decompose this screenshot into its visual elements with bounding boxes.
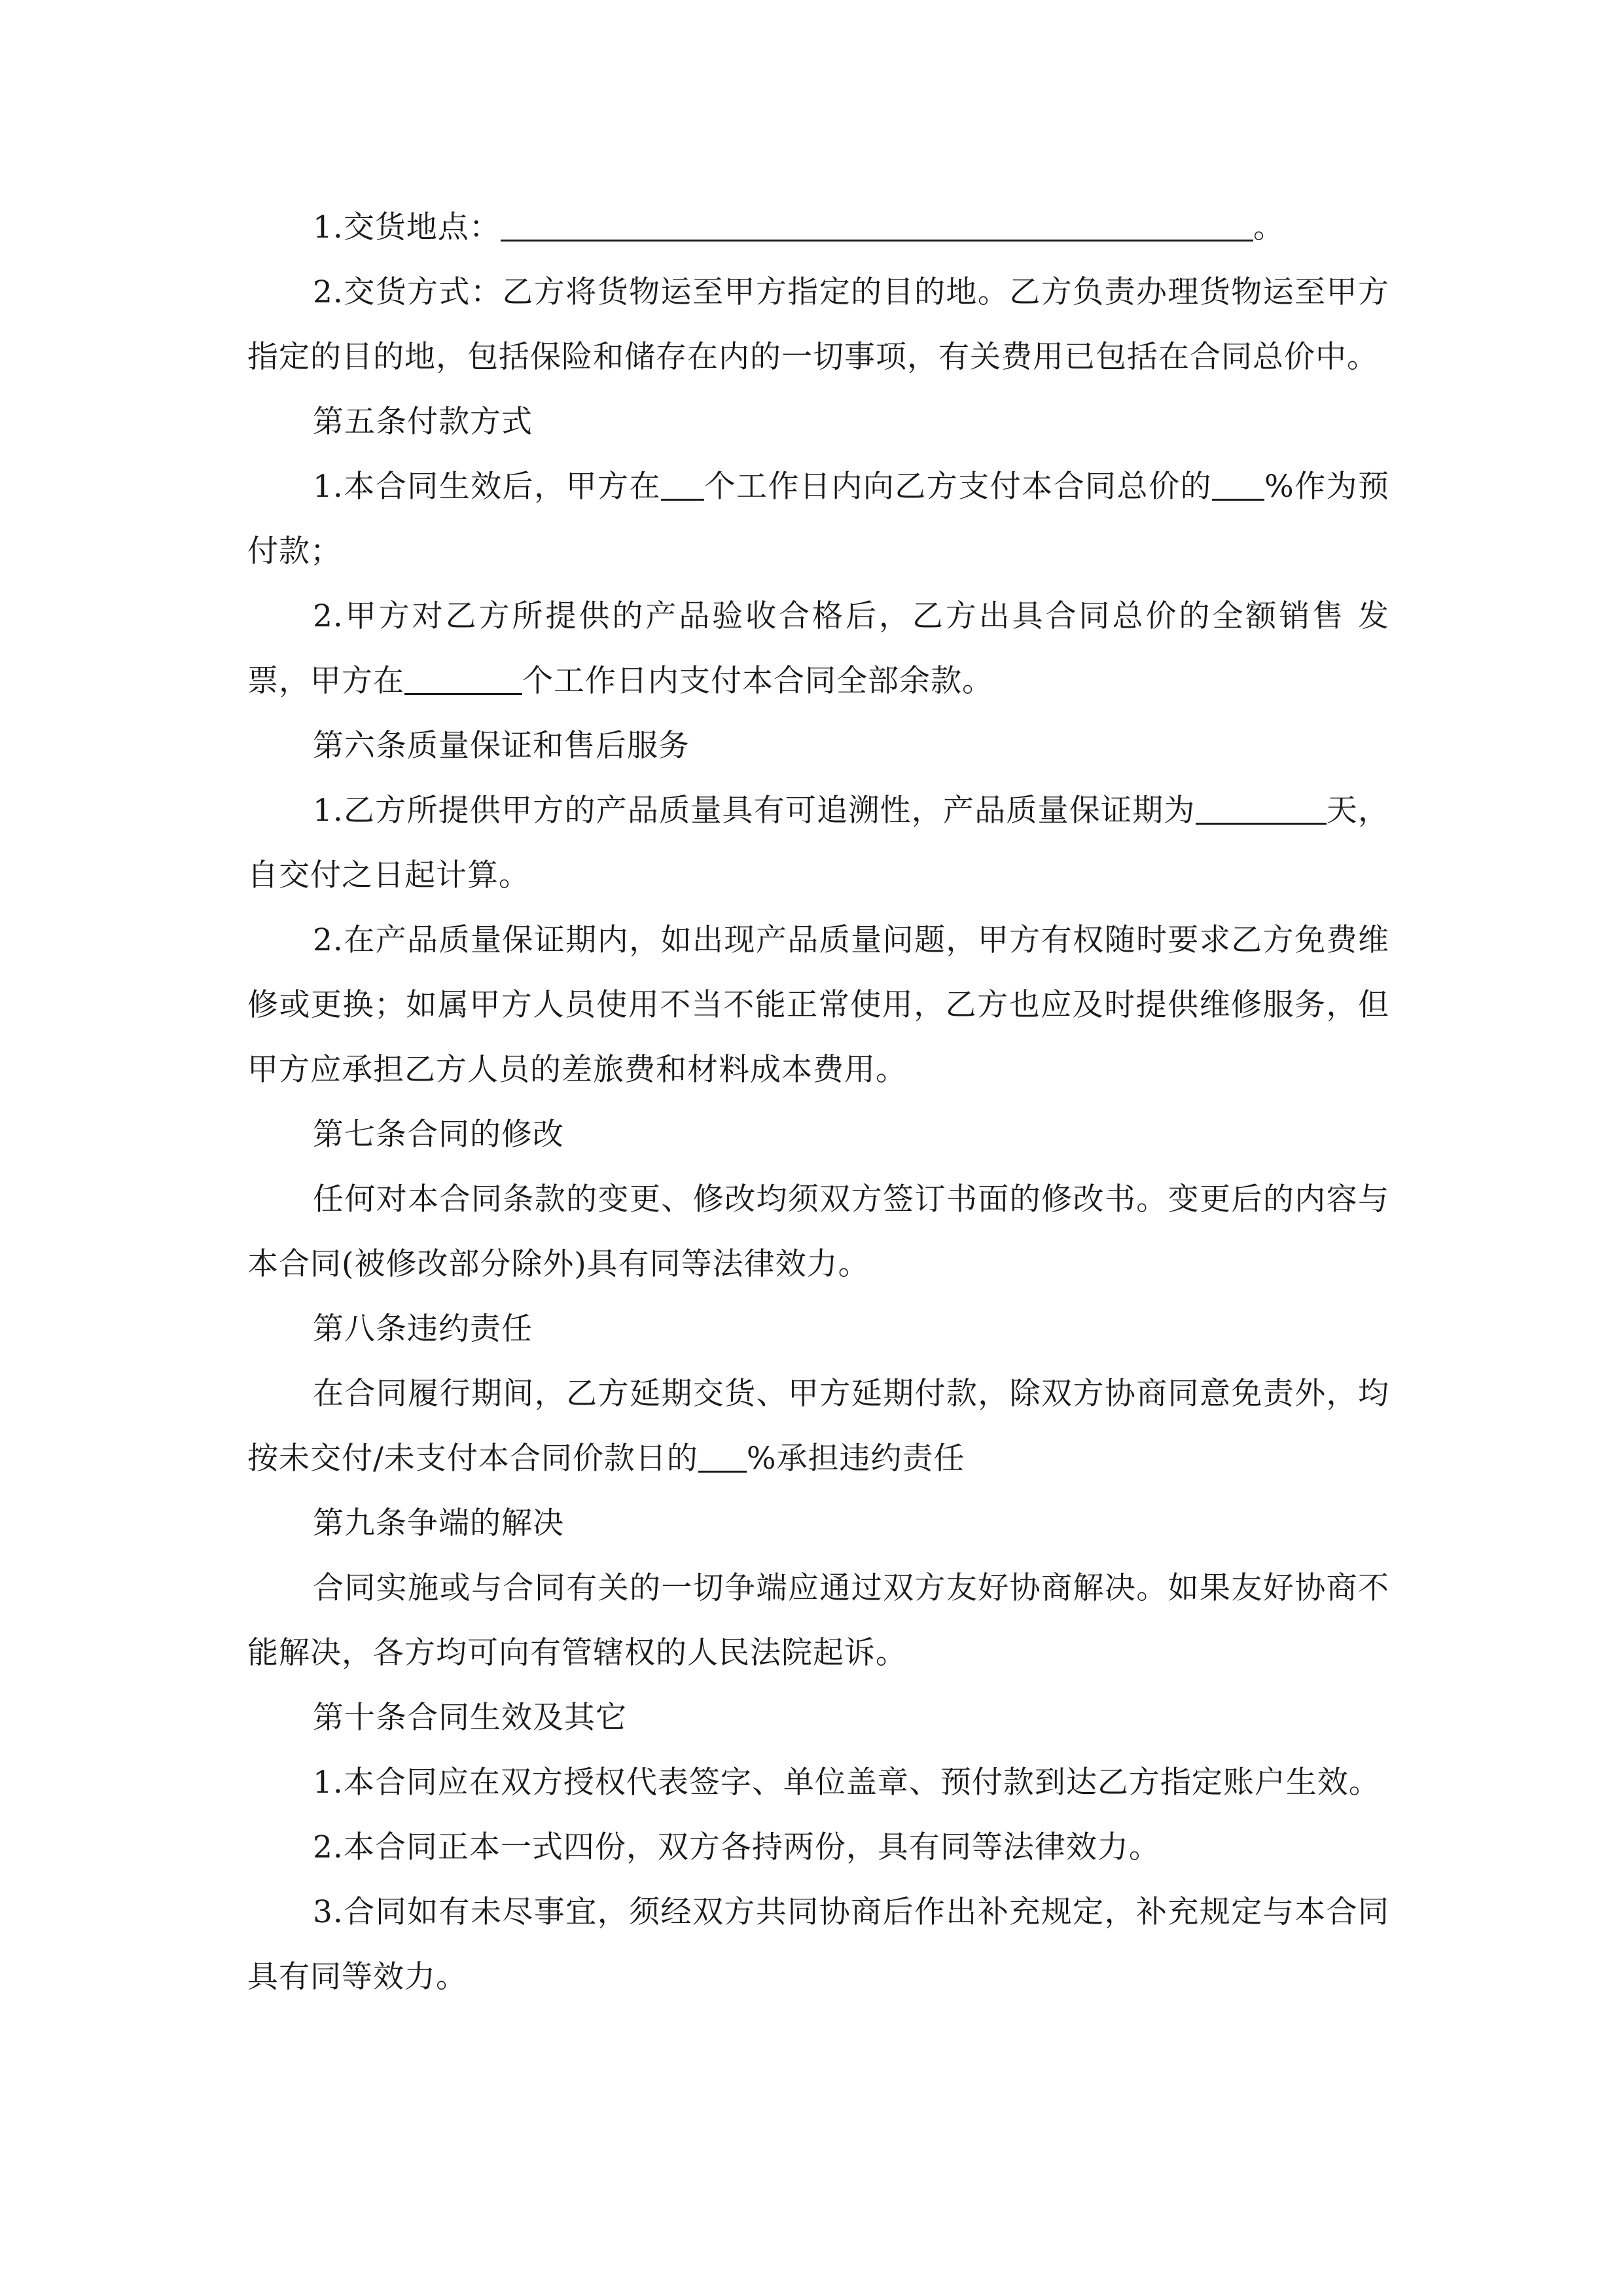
prepayment-percent-blank	[1212, 467, 1264, 501]
workdays-blank	[661, 467, 704, 501]
article-5-title: 第五条付款方式	[313, 404, 533, 440]
warranty-days-blank	[1196, 791, 1327, 825]
delivery-method-paragraph: 2.交货方式：乙方将货物运至甲方指定的目的地。乙方负责办理货物运至甲方指定的目的地，包括保险和储存在内的一切事项，有关费用已包括在合同总价中。	[247, 274, 1389, 375]
article-6-item-2: 2.在产品质量保证期内，如出现产品质量问题，甲方有权随时要求乙方免费维修或更换；如属甲方人员使用不当不能正常使用，乙方也应及时提供维修服务，但甲方应承担乙方人员的差旅费和材料成本费用。	[247, 922, 1389, 1088]
article-10-item-2: 2.本合同正本一式四份，双方各持两份，具有同等法律效力。	[313, 1829, 1160, 1865]
art6-item1-text-a: 1.乙方所提供甲方的产品质量具有可追溯性，产品质量保证期为	[313, 793, 1196, 829]
art8-text-a: 在合同履行期间，乙方延期交货、甲方延期付款，除双方协商同意免责外，均按未交付/未支付本合同价款日的	[247, 1376, 1389, 1477]
article-6-item-1	[247, 778, 1389, 908]
art6-item1-text-b: 天，自交付之日起计算。	[247, 793, 1390, 893]
article-8-body	[247, 1361, 1389, 1491]
balance-workdays-blank	[404, 662, 522, 695]
art5-item1-text-a: 1.本合同生效后，甲方在	[313, 469, 661, 505]
article-5-item-2	[247, 584, 1389, 713]
penalty-percent-blank	[698, 1439, 747, 1473]
contract-body	[247, 195, 1389, 2009]
delivery-place-line	[247, 195, 1389, 260]
article-8-title: 第八条违约责任	[313, 1311, 533, 1347]
delivery-place-label: 1.交货地点：	[313, 209, 501, 245]
article-10-item-1: 1.本合同应在双方授权代表签字、单位盖章、预付款到达乙方指定账户生效。	[313, 1765, 1380, 1801]
article-10-title: 第十条合同生效及其它	[313, 1700, 627, 1736]
article-7-title: 第七条合同的修改	[313, 1117, 564, 1153]
art5-item2-text-a: 2.甲方对乙方所提供的产品验收合格后，乙方出具合同总价的全额销售 发票，甲方在	[247, 598, 1389, 699]
art5-item1-text-c: %作为预付款；	[247, 469, 1389, 569]
article-5-item-1	[247, 454, 1389, 584]
art5-item1-text-b: 个工作日内向乙方支付本合同总价的	[704, 469, 1212, 505]
article-7-body: 任何对本合同条款的变更、修改均须双方签订书面的修改书。变更后的内容与本合同(被修改部分除外)具有同等法律效力。	[247, 1181, 1389, 1282]
art5-item2-text-b: 个工作日内支付本合同全部余款。	[522, 663, 993, 699]
delivery-place-blank	[501, 208, 1253, 242]
article-6-title: 第六条质量保证和售后服务	[313, 728, 690, 764]
article-9-body: 合同实施或与合同有关的一切争端应通过双方友好协商解决。如果友好协商不能解决，各方均可向有管辖权的人民法院起诉。	[247, 1570, 1389, 1671]
article-10-item-3: 3.合同如有未尽事宜，须经双方共同协商后作出补充规定，补充规定与本合同具有同等效力。	[247, 1894, 1389, 1995]
delivery-place-suffix: 。	[1253, 209, 1285, 245]
art8-text-b: %承担违约责任	[746, 1441, 965, 1477]
article-9-title: 第九条争端的解决	[313, 1505, 564, 1541]
